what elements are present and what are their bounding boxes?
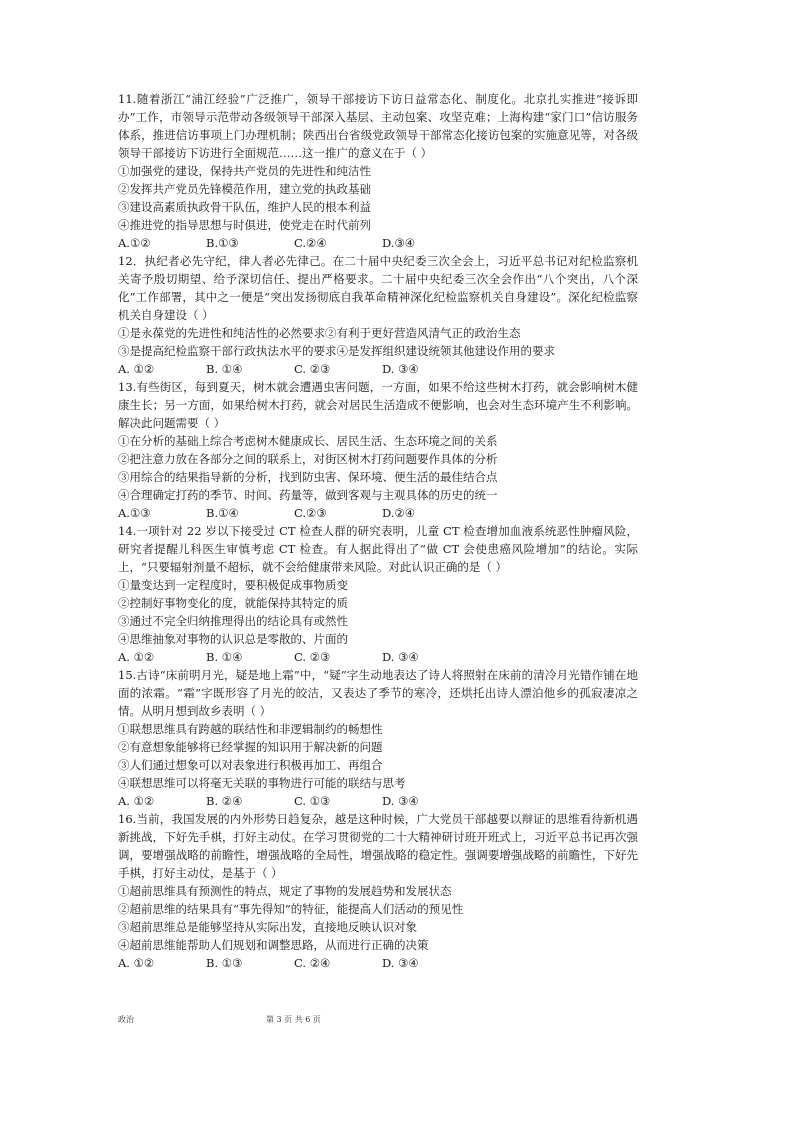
choice-a: A. ①② <box>118 362 155 376</box>
choice-a: A.①③ <box>118 506 151 520</box>
question-11 <box>118 90 638 252</box>
choice-d: D. ③④ <box>382 794 419 808</box>
option-2: ②控制好事物变化的度，就能保持其特定的质 <box>118 596 348 610</box>
question-stem: 12．执纪者必先守纪，律人者必先律己。在二十届中央纪委三次全会上，习近平总书记对纪检监察机关寄予殷切期望、给予深切信任、提出严格要求。二十届中央纪委三次全会作出“八个突出，八个深化”工作部署，其中之一便是“突出发扬彻底自我革命精神深化纪检监察机关自身建设”。深化纪检监察机关自身建设（ ） <box>118 254 638 322</box>
choice-d: D.②④ <box>382 506 416 520</box>
answer-choices <box>118 504 638 522</box>
option-4: ④联想思维可以将毫无关联的事物进行可能的联结与思考 <box>118 776 406 790</box>
choice-d: D.③④ <box>382 236 416 250</box>
choice-b: B. ①④ <box>206 362 243 376</box>
choice-b: B. ①③ <box>206 956 243 970</box>
question-list <box>118 90 638 972</box>
choice-b: B. ②④ <box>206 794 243 808</box>
option-1: ①加强党的建设，保持共产党员的先进性和纯洁性 <box>118 164 371 178</box>
answer-choices <box>118 360 638 378</box>
choice-a: A. ①② <box>118 650 155 664</box>
option-2: ②超前思维的结果具有“事先得知”的特征，能提高人们活动的预见性 <box>118 902 464 916</box>
option-3: ③人们通过想象可以对表象进行积极再加工、再组合 <box>118 758 383 772</box>
choice-b: B. ①④ <box>206 650 243 664</box>
answer-choices <box>118 234 638 252</box>
option-3: ③超前思维总是能够坚持从实际出发，直接地反映认识对象 <box>118 920 417 934</box>
option-2: ②发挥共产党员先锋模范作用，建立党的执政基础 <box>118 182 371 196</box>
choice-a: A.①② <box>118 236 151 250</box>
question-14 <box>118 522 638 666</box>
question-13 <box>118 378 638 522</box>
option-1: ①是永葆党的先进性和纯洁性的必然要求②有利于更好营造风清气正的政治生态 <box>118 326 521 340</box>
choice-b: B.①④ <box>206 506 239 520</box>
answer-choices <box>118 648 638 666</box>
option-2: ②把注意力放在各部分之间的联系上，对街区树木打药问题要作具体的分析 <box>118 452 498 466</box>
option-2: ③是提高纪检监察干部行政执法水平的要求④是发挥组织建设统领其他建设作用的要求 <box>118 344 555 358</box>
choice-c: C.②④ <box>294 236 327 250</box>
question-stem: 14.一项针对 22 岁以下接受过 CT 检查人群的研究表明，儿童 CT 检查增加血液系统恶性肿瘤风险，研究者提醒儿科医生审慎考虑 CT 检查。有人据此得出了“做 CT 会使患癌风险增加”的结论。实际上，“只要辐射剂量不超标，就不会给健康带来风险。对此认识正确的是（ ） <box>118 524 638 574</box>
option-4: ④合理确定打药的季节、时间、药量等，做到客观与主观具体的历史的统一 <box>118 488 498 502</box>
choice-c: C. ①③ <box>294 794 331 808</box>
option-3: ③用综合的结果指导新的分析，找到防虫害、保环境、便生活的最佳结合点 <box>118 470 498 484</box>
choice-c: C. ②④ <box>294 956 331 970</box>
question-stem: 16.当前，我国发展的内外形势日趋复杂，越是这种时候，广大党员干部越要以辩证的思维看待新机遇新挑战，下好先手棋，打好主动仗。在学习贯彻党的二十大精神研讨班开班式上，习近平总书记再次强调，要增强战略的前瞻性，增强战略的全局性，增强战略的稳定性。强调要增强战略的前瞻性，下好先手棋，打好主动仗，是基于（ ） <box>118 812 638 880</box>
answer-choices <box>118 954 638 972</box>
option-1: ①量变达到一定程度时，要积极促成事物质变 <box>118 578 348 592</box>
question-15 <box>118 666 638 810</box>
option-4: ④推进党的指导思想与时俱进，使党走在时代前列 <box>118 218 371 232</box>
choice-d: D. ③④ <box>382 362 419 376</box>
option-1: ①在分析的基础上综合考虑树木健康成长、居民生活、生态环境之间的关系 <box>118 434 498 448</box>
choice-c: C.②③ <box>294 506 327 520</box>
option-3: ③建设高素质执政骨干队伍，维护人民的根本利益 <box>118 200 371 214</box>
option-3: ③通过不完全归纳推理得出的结论具有或然性 <box>118 614 348 628</box>
subject-label: 政治 <box>118 1015 134 1024</box>
choice-a: A. ①② <box>118 794 155 808</box>
option-4: ④思维抽象对事物的认识总是零散的、片面的 <box>118 632 348 646</box>
choice-c: C. ②③ <box>294 362 331 376</box>
option-1: ①超前思维具有预测性的特点，规定了事物的发展趋势和发展状态 <box>118 884 452 898</box>
question-12 <box>118 252 638 378</box>
choice-d: D. ③④ <box>382 650 419 664</box>
page-number: 第 3 页 共 6 页 <box>266 1015 321 1024</box>
choice-a: A. ①② <box>118 956 155 970</box>
question-stem: 15.古诗“床前明月光，疑是地上霜”中，“疑”字生动地表达了诗人将照射在床前的清冷月光错作铺在地面的浓霜。“霜”字既形容了月光的皎洁，又表达了季节的寒冷，还烘托出诗人漂泊他乡的孤寂凄凉之情。从明月想到故乡表明（ ） <box>118 668 638 718</box>
option-2: ②有意想象能够将已经掌握的知识用于解决新的问题 <box>118 740 383 754</box>
choice-b: B.①③ <box>206 236 239 250</box>
choice-c: C. ②③ <box>294 650 331 664</box>
choice-d: D. ③④ <box>382 956 419 970</box>
question-stem: 13.有些街区，每到夏天，树木就会遭遇虫害问题，一方面，如果不给这些树木打药，就会影响树木健康生长；另一方面，如果给树木打药，就会对居民生活造成不便影响，也会对生态环境产生不利影响。解决此问题需要（ ） <box>118 380 638 430</box>
answer-choices <box>118 792 638 810</box>
option-1: ①联想思维具有跨越的联结性和非逻辑制约的畅想性 <box>118 722 383 736</box>
option-4: ④超前思维能帮助人们规划和调整思路，从而进行正确的决策 <box>118 938 429 952</box>
question-16 <box>118 810 638 972</box>
question-stem: 11.随着浙江“浦江经验”广泛推广，领导干部接访下访日益常态化、制度化。北京扎实推进“接诉即办”工作，市领导示范带动各级领导干部深入基层、主动包案、攻坚克难；上海构建“家门口”信访服务体系，推进信访事项上门办理机制；陕西出台省级党政领导干部常态化接访包案的实施意见等，对各级领导干部接访下访进行全面规范……这一推广的意义在于（ ） <box>118 92 638 160</box>
